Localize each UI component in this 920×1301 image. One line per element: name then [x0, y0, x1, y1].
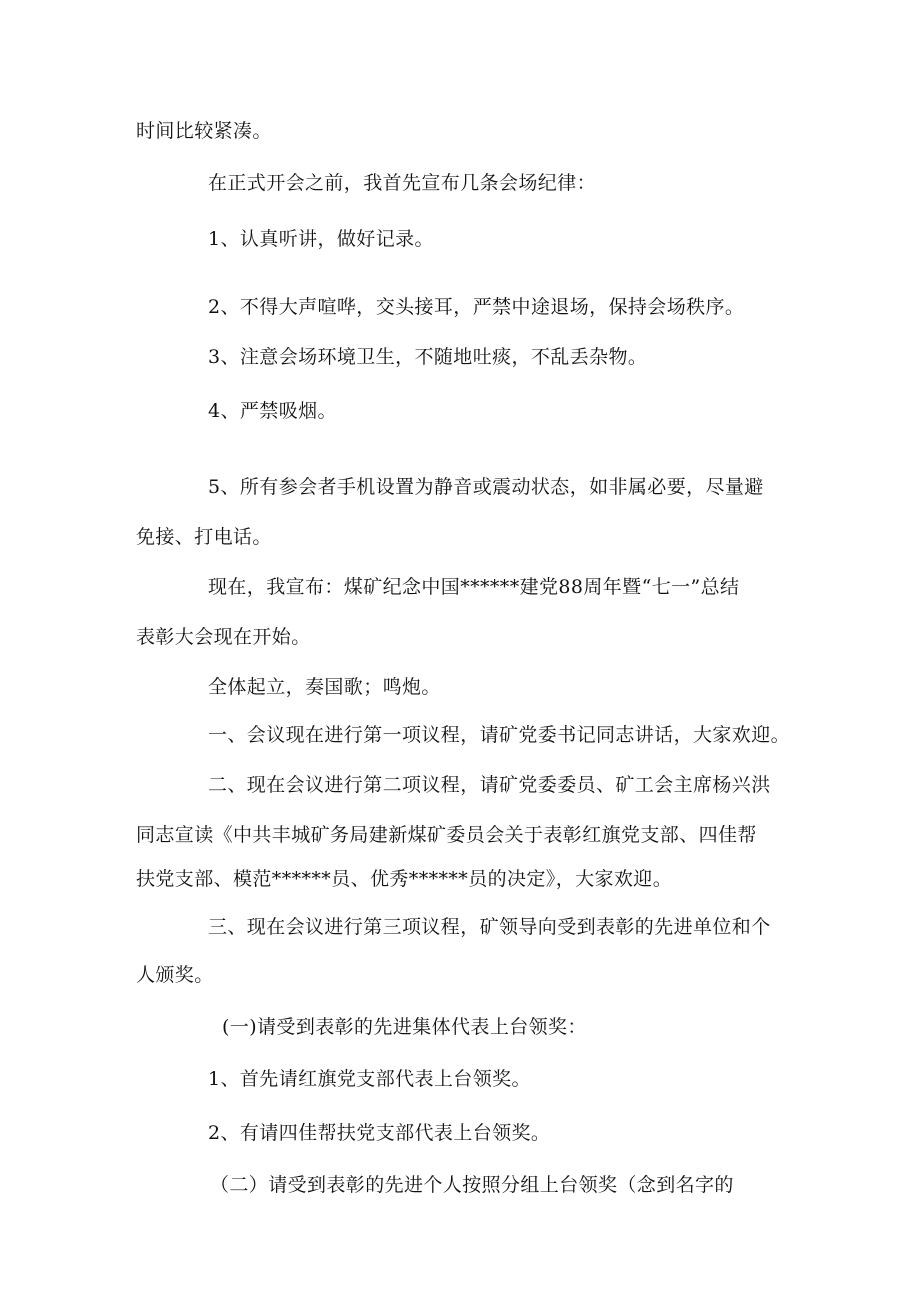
subsection-heading: (一)请受到表彰的先进集体代表上台领奖： — [222, 1016, 587, 1038]
text-line: 表彰大会现在开始。 — [136, 626, 311, 648]
agenda-item: 二、现在会议进行第二项议程，请矿党委委员、矿工会主席杨兴洪 — [208, 774, 771, 796]
agenda-item: 三、现在会议进行第三项议程，矿领导向受到表彰的先进单位和个 — [208, 916, 771, 938]
list-item: 5、所有参会者手机设置为静音或震动状态，如非属必要，尽量避 — [208, 476, 764, 498]
list-item: 2、不得大声喧哗，交头接耳，严禁中途退场，保持会场秩序。 — [208, 296, 745, 318]
text-line: 在正式开会之前，我首先宣布几条会场纪律： — [208, 172, 597, 194]
agenda-item: 一、会议现在进行第一项议程，请矿党委书记同志讲话，大家欢迎。 — [208, 724, 791, 746]
text-line: 现在，我宣布：煤矿纪念中国******建党88周年暨“七一”总结 — [208, 576, 740, 598]
text-line: 同志宣读《中共丰城矿务局建新煤矿委员会关于表彰红旗党支部、四佳帮 — [136, 824, 757, 846]
subsection-heading: （二）请受到表彰的先进个人按照分组上台领奖（念到名字的 — [210, 1174, 734, 1196]
text-line: 人颁奖。 — [136, 964, 214, 986]
list-item: 3、注意会场环境卫生，不随地吐痰，不乱丢杂物。 — [208, 346, 648, 368]
text-line: 扶党支部、模范******员、优秀******员的决定》，大家欢迎。 — [136, 868, 673, 890]
text-line: 时间比较紧凑。 — [136, 120, 272, 142]
list-item: 2、有请四佳帮扶党支部代表上台领奖。 — [208, 1122, 551, 1144]
text-line: 免接、打电话。 — [136, 526, 272, 548]
list-item: 1、首先请红旗党支部代表上台领奖。 — [208, 1068, 531, 1090]
text-line: 全体起立，奏国歌；鸣炮。 — [208, 676, 441, 698]
list-item: 1、认真听讲，做好记录。 — [208, 228, 434, 250]
list-item: 4、严禁吸烟。 — [208, 400, 337, 422]
